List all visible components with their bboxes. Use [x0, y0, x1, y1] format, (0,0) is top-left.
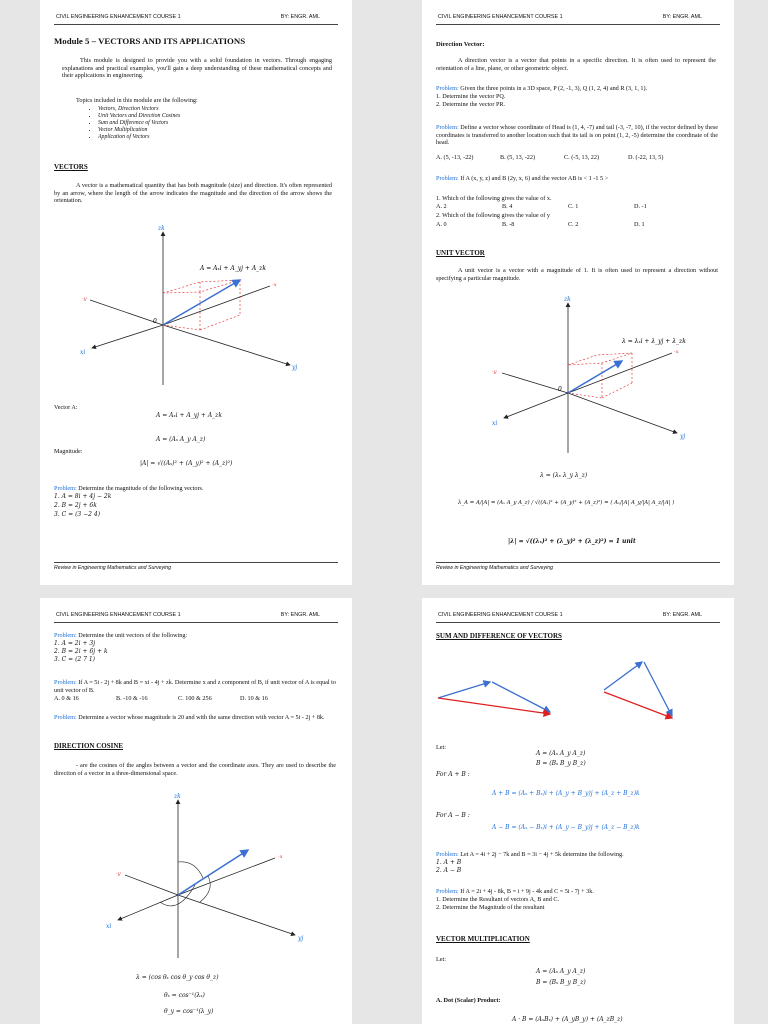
choice: B. -8	[502, 221, 515, 228]
vector-component-form: A = (Aₓ A_y A_z)	[156, 436, 206, 443]
vector-equation: A = Aₓi + A_yj + A_zk	[156, 412, 222, 419]
axes	[118, 800, 295, 958]
problem-unit-vectors	[54, 632, 340, 640]
topics-intro: Topics included in this module are the following:	[76, 97, 198, 104]
difference-equation: A − B = (Aₓ − Bₓ)i + (A_y − B_y)j + (A_z − B_z)k	[492, 824, 640, 831]
axis-label-neg-x: -x	[674, 349, 679, 355]
axis-label-neg-x: -x	[272, 282, 277, 288]
problem-item: 1. A = 8i + 4j − 2k	[54, 493, 112, 500]
theta-y-equation: θ_y = cos⁻¹(λ_y)	[164, 1008, 214, 1015]
problem-tag: Problem:	[436, 175, 459, 182]
intro-paragraph: This module is designed to provide you with a solid foundation in vectors. Through engaging explanations and practical examples, you'll gain a deep understanding of these mathematical concepts and their applications in engineering.	[62, 57, 332, 80]
problem-magnitude-20	[54, 714, 336, 722]
magnitude-label: Magnitude:	[54, 448, 83, 455]
choice: C. (-5, 13, 22)	[564, 154, 600, 161]
direction-cosine-definition: - are the cosines of the angles between a vector and the coordinate axes. They are used to describe the direction of a vector in a three-dimensional space.	[54, 762, 336, 777]
problem-tag: Problem:	[54, 714, 77, 721]
problem-magnitude	[54, 485, 334, 493]
problem-text: Define a vector whose coordinate of Head is (1, 4, -7) and tail (-3, -7, 10), if the vector defined by these coordinates is transferred to another location such that its tail is on point (1, 2, -5) determine the coordinate of the head.	[436, 124, 718, 147]
problem-head-tail	[436, 124, 718, 147]
problem-text: Given the three points in a 3D space, P (2, -1, 3), Q (1, 2, 4) and R (3, 1, 1).	[460, 85, 648, 92]
axis-label-neg-y: -y	[492, 369, 497, 375]
triangle-left	[438, 682, 550, 714]
choices-row	[436, 203, 698, 211]
author: BY: ENGR. AML	[280, 612, 320, 618]
question: 1. Which of the following gives the value of x.	[436, 195, 552, 202]
choice: D. 10 & 16	[240, 695, 268, 702]
page-4	[422, 598, 734, 1024]
problem-xyz	[436, 175, 722, 183]
choices-row	[436, 154, 692, 162]
topic-item: • Application of Vectors	[98, 134, 352, 141]
problem-components	[54, 679, 336, 694]
course-title: CIVIL ENGINEERING ENHANCEMENT COURSE 1	[438, 14, 563, 20]
sum-equation: A + B = (Aₓ + Bₓ)i + (A_y + B_y)j + (A_z + B_z)k	[492, 790, 640, 797]
axis-label-neg-y: -y	[82, 296, 87, 302]
problem-item: 2. B = 2j + 6k	[54, 502, 97, 509]
course-title: CIVIL ENGINEERING ENHANCEMENT COURSE 1	[438, 612, 563, 618]
author: BY: ENGR. AML	[662, 612, 702, 618]
page-footer: Review in Engineering Mathematics and Surveying	[54, 562, 338, 571]
choice: A. 2	[436, 203, 447, 210]
author: BY: ENGR. AML	[662, 14, 702, 20]
problem-item: 2. A − B	[436, 867, 462, 874]
let-label: Let:	[436, 744, 446, 751]
problem-tag: Problem:	[436, 85, 459, 92]
problem-tag: Problem:	[54, 679, 77, 686]
direction-vector-title: Direction Vector:	[436, 41, 485, 48]
direction-vector-definition: A direction vector is a vector that points in a specific direction. It is often used to represent the orientation of a line, plane, or other geometric object.	[436, 57, 716, 72]
let-label: Let:	[436, 956, 446, 963]
choice: A. 0	[436, 221, 447, 228]
question: 2. Which of the following gives the value of y	[436, 212, 550, 219]
axis-label-z: zk	[564, 296, 571, 303]
unit-vector-definition: A unit vector is a vector with a magnitude of 1. It is often used to represent a direction without specifying a particular magnitude.	[436, 267, 718, 282]
axis-label-neg-x: -x	[278, 854, 283, 860]
axis-label-neg-y: -y	[116, 871, 121, 877]
difference-label: For A − B :	[436, 812, 470, 819]
problem-item: 1. A = 2i + 3j	[54, 640, 96, 647]
sum-label: For A + B :	[436, 771, 470, 778]
problem-resultant	[436, 888, 722, 896]
choice: B. (5, 13, -22)	[500, 154, 536, 161]
vector-sum-diagrams	[432, 650, 732, 730]
section-sum-difference: SUM AND DIFFERENCE OF VECTORS	[436, 632, 562, 640]
axis-label-x: xi	[80, 349, 86, 356]
problem-tag: Problem:	[54, 485, 77, 492]
problem-tag: Problem:	[436, 124, 459, 131]
problem-tag: Problem:	[54, 632, 77, 639]
topic-item: • Unit Vectors and Direction Cosines	[98, 113, 352, 120]
problem-points	[436, 85, 722, 93]
axis-label-z: zk	[174, 793, 181, 800]
topics-list	[50, 106, 352, 141]
topic-item: • Vector Multiplication	[98, 127, 352, 134]
choice: C. 1	[568, 203, 579, 210]
unit-vector-3d-figure	[432, 293, 732, 458]
axis-label-y: yj	[298, 935, 304, 942]
section-unit-vector: UNIT VECTOR	[436, 249, 485, 257]
vector-a-components: A = (Aₓ A_y A_z)	[536, 750, 586, 757]
problem-tag: Problem:	[436, 888, 459, 895]
problem-item: 1. A + B	[436, 859, 462, 866]
problem-item: 1. Determine the Resultant of vectors A, B and C.	[436, 896, 560, 903]
vector-definition: A vector is a mathematical quantity that has both magnitude (size) and direction. It's often represented by an arrow, where the length of the arrow indicates the magnitude and the direction of the arrow shows the orientation.	[54, 182, 332, 205]
axes	[502, 303, 677, 453]
problem-item: 3. C = (3 −2 4)	[54, 511, 101, 518]
choice: D. -1	[634, 203, 647, 210]
theta-x-equation: θₓ = cos⁻¹(λₓ)	[164, 992, 205, 999]
magnitude-equation: |A| = √((Aₓ)² + (A_y)² + (A_z)²)	[140, 460, 233, 467]
axis-label-x: xi	[492, 420, 498, 427]
choice: B. 4	[502, 203, 513, 210]
projection-box	[568, 353, 632, 398]
vector-b-components: B = (Bₓ B_y B_z)	[536, 760, 586, 767]
choice: D. 1	[634, 221, 645, 228]
direction-cosine-vector: λ = (cos θₓ cos θ_y cos θ_z)	[136, 974, 219, 981]
page-header	[436, 12, 720, 25]
problem-item: 2. Determine the Magnitude of the resultant	[436, 904, 545, 911]
dot-product-heading: A. Dot (Scalar) Product:	[436, 997, 501, 1004]
choices-row	[436, 221, 698, 229]
vector-a-arrow	[163, 280, 240, 325]
page-header	[54, 12, 338, 25]
axis-label-x: xi	[106, 923, 112, 930]
topic-item: • Vectors, Direction Vectors	[98, 106, 352, 113]
vector-b-components: B = (Bₓ B_y B_z)	[536, 979, 586, 986]
page-2	[422, 0, 734, 585]
problem-text: Let A = 4i + 2j − 7k and B = 3i − 4j + 5k determine the following.	[460, 851, 624, 858]
problem-text: If A = 2i + 4j - 8k, B = i + 9j - 4k and C = 5i - 7j + 3k.	[460, 888, 594, 895]
section-direction-cosine: DIRECTION COSINE	[54, 742, 124, 750]
direction-cosine-figure	[50, 790, 350, 960]
problem-text: If A = 5i - 2j + 8k and B = xi - 4j + zk. Determine x and z component of B, if unit vector of A is equal to unit vector of B.	[54, 679, 336, 694]
problem-sum-diff	[436, 851, 722, 859]
topic-item: • Sum and Difference of Vectors	[98, 120, 352, 127]
axis-label-y: yj	[680, 433, 686, 440]
figure-equation: λ = λₓi + λ_yj + λ_zk	[622, 338, 686, 345]
problem-item: 2. B = 2i + 6j + k	[54, 648, 108, 655]
axis-label-z: zk	[158, 225, 165, 232]
vector-3d-figure	[50, 220, 350, 390]
author: BY: ENGR. AML	[280, 14, 320, 20]
problem-item: 3. C = (2 7 1)	[54, 656, 96, 663]
choice: B. -10 & -16	[116, 695, 148, 702]
page-header	[54, 610, 338, 623]
problem-item: 2. Determine the vector PR.	[436, 101, 506, 108]
axis-label-y: yj	[292, 364, 298, 371]
problem-item: 1. Determine the vector PQ.	[436, 93, 506, 100]
module-title: Module 5 – VECTORS AND ITS APPLICATIONS	[54, 36, 246, 46]
vector-a-label: Vector A:	[54, 404, 78, 411]
section-vector-multiplication: VECTOR MULTIPLICATION	[436, 935, 530, 943]
dot-product-equation: A · B = (AₓBₓ) + (A_yB_y) + (A_zB_z)	[512, 1016, 623, 1023]
origin-label: 0	[558, 386, 562, 393]
choice: A. 0 & 16	[54, 695, 79, 702]
choices-row	[54, 695, 304, 703]
choice: A. (5, -13, -22)	[436, 154, 474, 161]
problem-tag: Problem:	[436, 851, 459, 858]
page-footer: Review in Engineering Mathematics and Surveying	[436, 562, 720, 571]
vector-a-components: A = (Aₓ A_y A_z)	[536, 968, 586, 975]
page-3	[40, 598, 352, 1024]
unit-vector-component-form: λ = (λₓ λ_y λ_z)	[540, 472, 588, 479]
figure-equation: A = Aₓi + A_yj + A_zk	[200, 265, 266, 272]
unit-vector-arrow	[568, 361, 622, 393]
unit-vector-formula: λ_A = A/|A| = (Aₓ A_y A_z) / √((Aₓ)² + (A_y)² + (A_z)²) = ( Aₓ/|A| A_y/|A| A_z/|A| )	[458, 500, 675, 506]
problem-text: Determine the magnitude of the following vectors.	[78, 485, 204, 492]
origin-label: 0	[153, 318, 157, 325]
choice: C. 100 & 256	[178, 695, 212, 702]
problem-text: If A (x, y, z) and B (2y, x, 6) and the vector AB is < 1 -1 5 >	[460, 175, 609, 182]
choice: C. 2	[568, 221, 579, 228]
unit-magnitude-equation: |λ| = √((λₓ)² + (λ_y)² + (λ_z)²) = 1 unit	[508, 538, 636, 545]
course-title: CIVIL ENGINEERING ENHANCEMENT COURSE 1	[56, 612, 181, 618]
section-vectors: VECTORS	[54, 163, 88, 171]
page-header	[436, 610, 720, 623]
choice: D. (-22, 13, 5)	[628, 154, 664, 161]
problem-text: Determine the unit vectors of the following:	[78, 632, 188, 639]
page-1	[40, 0, 352, 585]
problem-text: Determine a vector whose magnitude is 20 and with the same direction with vector A = 5i - 2j + 8k.	[78, 714, 325, 721]
triangle-right	[604, 662, 672, 718]
course-title: CIVIL ENGINEERING ENHANCEMENT COURSE 1	[56, 14, 181, 20]
